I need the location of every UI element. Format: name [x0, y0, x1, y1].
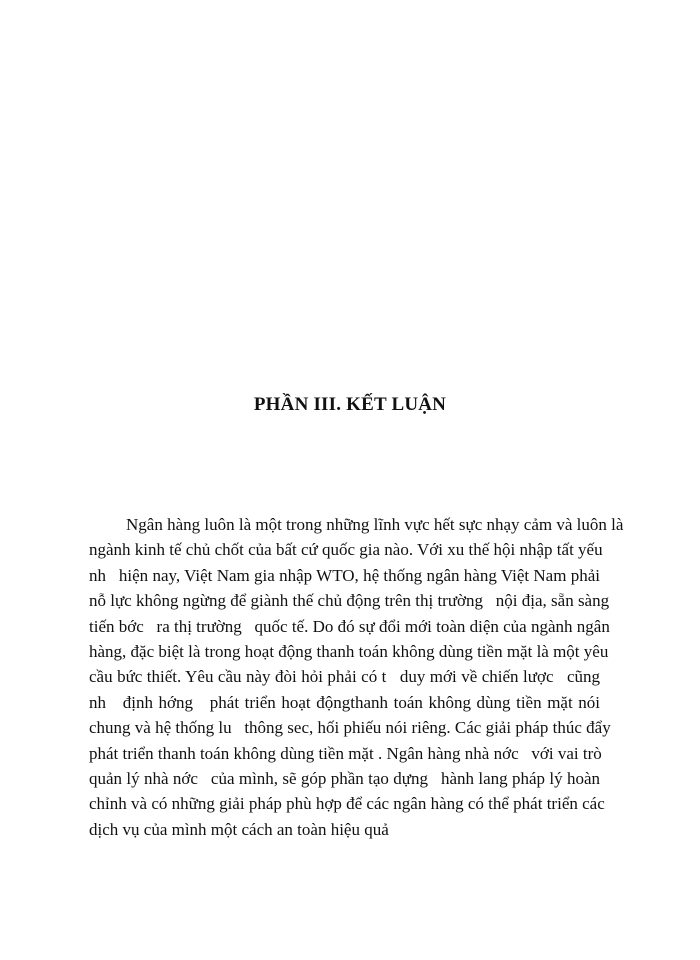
paragraph-line: nh hiện nay, Việt Nam gia nhập WTO, hệ thống ngân hàng Việt Nam phải — [89, 565, 600, 585]
paragraph-line: nỗ lực không ngừng để giành thế chủ động trên thị trường nội địa, sẵn sàng — [89, 591, 610, 611]
paragraph-line: Ngân hàng luôn là một trong những lĩnh vực hết sực nhạy cảm và luôn là — [126, 515, 624, 534]
paragraph-line: tiến bớc ra thị trường quốc tế. Do đó sự đổi mới toàn diện của ngành ngân — [89, 616, 610, 636]
paragraph-line: nh định hớng phát triển hoạt độngthanh toán không dùng tiền mặt nói — [89, 692, 600, 712]
conclusion-paragraph — [89, 512, 624, 842]
paragraph-line: phát triển thanh toán không dùng tiền mặt . Ngân hàng nhà nớc với vai trò — [89, 743, 602, 763]
paragraph-line: chung và hệ thống lu thông sec, hối phiếu nói riêng. Các giải pháp thúc đẩy — [89, 718, 611, 738]
paragraph-line: ngành kinh tế chủ chốt của bất cứ quốc gia nào. Với xu thế hội nhập tất yếu — [89, 540, 603, 560]
paragraph-line: cầu bức thiết. Yêu cầu này đòi hỏi phải có t duy mới về chiến lược cũng — [89, 667, 600, 687]
section-heading: PHẦN III. KẾT LUẬN — [253, 394, 447, 415]
paragraph-line: dịch vụ của mình một cách an toàn hiệu quả — [89, 819, 389, 839]
paragraph-line: quản lý nhà nớc của mình, sẽ góp phần tạo dựng hành lang pháp lý hoàn — [89, 769, 600, 789]
paragraph-line: chỉnh và có những giải pháp phù hợp để các ngân hàng có thể phát triển các — [89, 794, 605, 814]
paragraph-line: hàng, đặc biệt là trong hoạt động thanh toán không dùng tiền mặt là một yêu — [89, 642, 609, 662]
